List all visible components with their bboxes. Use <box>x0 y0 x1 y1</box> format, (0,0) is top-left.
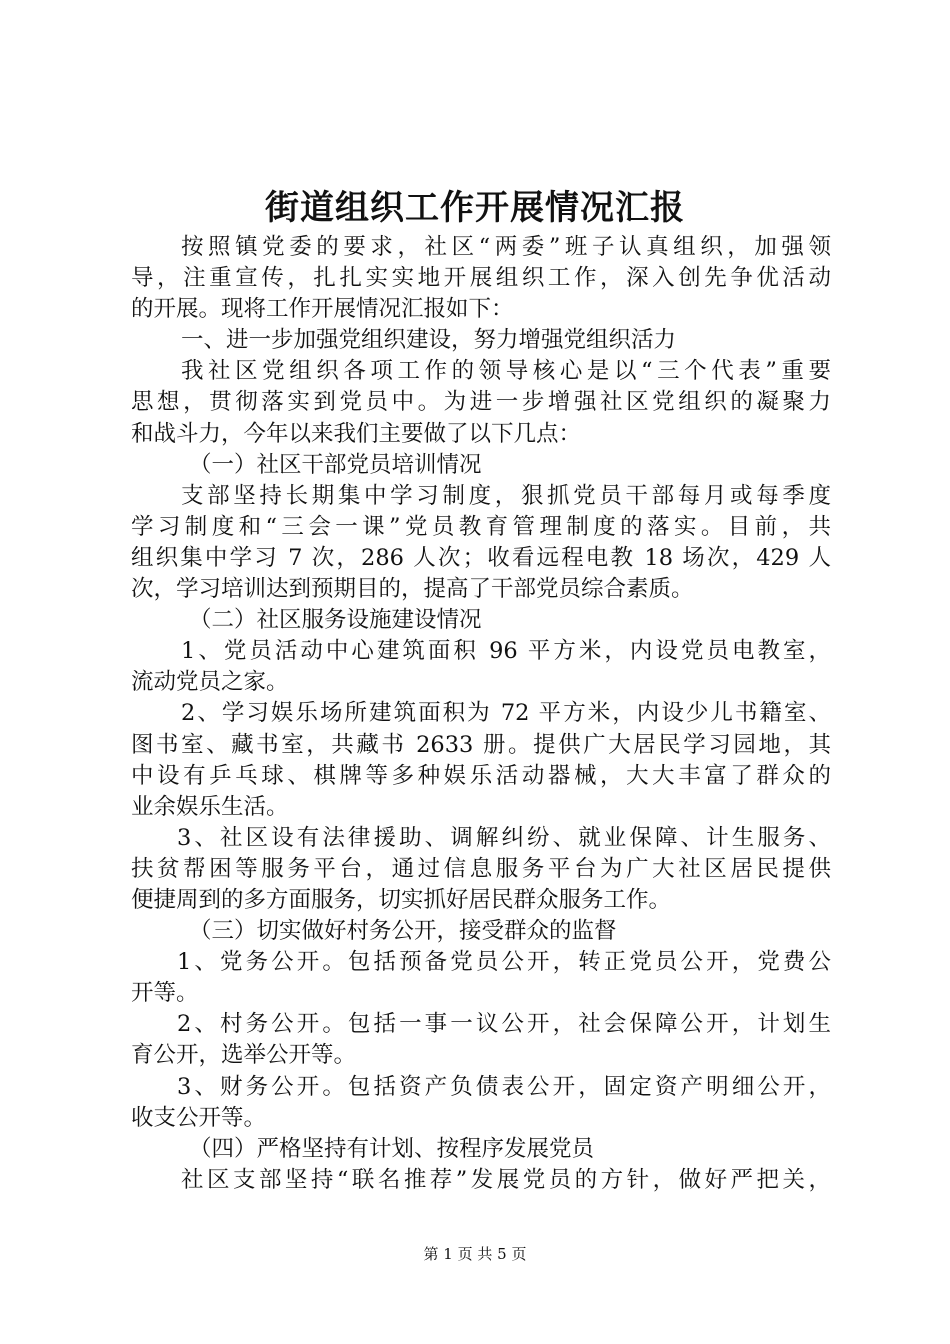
paragraph-line: 3、社区设有法律援助、调解纠纷、就业保障、计生服务、 <box>177 824 831 851</box>
paragraph-line: 学习制度和“三会一课”党员教育管理制度的落实。目前，共 <box>131 513 831 540</box>
paragraph-line: 开等。 <box>131 980 199 1007</box>
paragraph-line: 便捷周到的多方面服务，切实抓好居民群众服务工作。 <box>131 886 672 913</box>
paragraph-line: 1、党务公开。包括预备党员公开，转正党员公开，党费公 <box>177 949 831 976</box>
subsection-heading: （三）切实做好村务公开，接受群众的监督 <box>189 918 617 945</box>
paragraph-line: 流动党员之家。 <box>131 669 289 696</box>
subsection-heading: （二）社区服务设施建设情况 <box>189 607 482 634</box>
paragraph-line: 导，注重宣传，扎扎实实地开展组织工作，深入创先争优活动 <box>131 265 831 292</box>
paragraph-line: 和战斗力，今年以来我们主要做了以下几点： <box>131 420 582 447</box>
paragraph-line: 社区支部坚持“联名推荐”发展党员的方针，做好严把关， <box>181 1166 831 1193</box>
paragraph-line: 组织集中学习 7 次，286 人次；收看远程电教 18 场次，429 人 <box>131 544 831 571</box>
document-body <box>131 232 831 1196</box>
paragraph-line: 的开展。现将工作开展情况汇报如下： <box>131 296 514 323</box>
paragraph-line: 2、村务公开。包括一事一议公开，社会保障公开，计划生 <box>177 1011 831 1038</box>
paragraph-line: 思想，贯彻落实到党员中。为进一步增强社区党组织的凝聚力 <box>131 389 831 416</box>
paragraph-line: 2、学习娱乐场所建筑面积为 72 平方米，内设少儿书籍室、 <box>181 700 831 727</box>
page-footer: 第 1 页 共 5 页 <box>423 1245 527 1263</box>
paragraph-line: 育公开，选举公开等。 <box>131 1042 357 1069</box>
paragraph-line: 收支公开等。 <box>131 1104 267 1131</box>
subsection-heading: （一）社区干部党员培训情况 <box>189 451 482 478</box>
subsection-heading: （四）严格坚持有计划、按程序发展党员 <box>189 1135 595 1162</box>
section-heading: 一、进一步加强党组织建设，努力增强党组织活力 <box>181 327 677 354</box>
paragraph-line: 支部坚持长期集中学习制度，狠抓党员干部每月或每季度 <box>181 482 831 509</box>
paragraph-line: 按照镇党委的要求，社区“两委”班子认真组织，加强领 <box>181 234 831 260</box>
paragraph-line: 扶贫帮困等服务平台，通过信息服务平台为广大社区居民提供 <box>131 855 831 882</box>
paragraph-line: 次，学习培训达到预期目的，提高了干部党员综合素质。 <box>131 576 694 603</box>
document-title: 街道组织工作开展情况汇报 <box>265 188 685 228</box>
paragraph-line: 图书室、藏书室，共藏书 2633 册。提供广大居民学习园地，其 <box>131 731 831 758</box>
paragraph-line: 业余娱乐生活。 <box>131 793 289 820</box>
paragraph-line: 我社区党组织各项工作的领导核心是以“三个代表”重要 <box>181 358 831 385</box>
paragraph-line: 1、党员活动中心建筑面积 96 平方米，内设党员电教室， <box>181 638 831 665</box>
paragraph-line: 中设有乒乓球、棋牌等多种娱乐活动器械，大大丰富了群众的 <box>131 762 831 789</box>
paragraph-line: 3、财务公开。包括资产负债表公开，固定资产明细公开， <box>177 1073 831 1100</box>
